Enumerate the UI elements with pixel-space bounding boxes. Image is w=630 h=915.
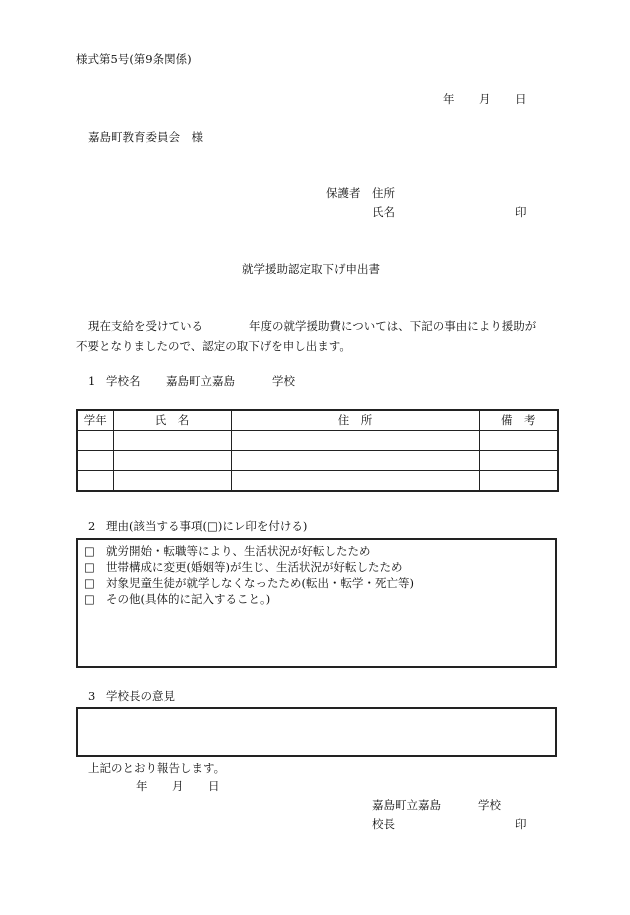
date-month: 月 <box>479 92 491 106</box>
checkbox-icon[interactable]: □ <box>84 592 95 606</box>
body-paragraph <box>76 316 562 356</box>
table-row <box>77 451 558 471</box>
cell-address[interactable] <box>231 431 479 451</box>
header-remarks: 備 考 <box>479 410 558 431</box>
section3-number: 3 <box>88 689 96 703</box>
reason-box <box>76 538 557 668</box>
reason-item[interactable] <box>84 543 549 559</box>
addressee: 嘉島町教育委員会 様 <box>88 130 203 144</box>
cell-grade[interactable] <box>77 451 113 471</box>
cell-grade[interactable] <box>77 471 113 492</box>
cell-name[interactable] <box>113 451 231 471</box>
date-day: 日 <box>515 92 527 106</box>
checkbox-icon[interactable]: □ <box>84 576 95 590</box>
cell-grade[interactable] <box>77 431 113 451</box>
table-header-row <box>77 410 558 431</box>
report-day: 日 <box>208 779 220 793</box>
applicant-seal: 印 <box>515 205 527 219</box>
cell-remarks[interactable] <box>479 451 558 471</box>
student-table <box>76 409 559 492</box>
report-month: 月 <box>172 779 184 793</box>
body-line2: 不要となりましたので、認定の取下げを申し出ます。 <box>76 339 351 353</box>
principal-opinion-box[interactable] <box>76 707 557 757</box>
reason-text: 就労開始・転職等により、生活状況が好転したため <box>106 544 371 558</box>
school-name-prefix: 嘉島町立嘉島 <box>166 374 235 388</box>
reason-item[interactable] <box>84 591 549 607</box>
reason-text: 対象児童生徒が就学しなくなったため(転出・転学・死亡等) <box>106 576 414 590</box>
cell-address[interactable] <box>231 451 479 471</box>
body-line1-a: 現在支給を受けている <box>88 319 203 333</box>
school-name-suffix: 学校 <box>272 374 295 388</box>
applicant-role: 保護者 <box>326 186 361 200</box>
cell-name[interactable] <box>113 471 231 492</box>
section3-label: 学校長の意見 <box>106 689 175 703</box>
report-year: 年 <box>136 779 148 793</box>
reason-text: 世帯構成に変更(婚姻等)が生じ、生活状況が好転したため <box>106 560 403 574</box>
section1-number: 1 <box>88 374 96 388</box>
section2-number: 2 <box>88 519 96 533</box>
section2-label: 理由(該当する事項(□)にレ印を付ける) <box>106 519 308 533</box>
report-text: 上記のとおり報告します。 <box>88 761 226 775</box>
reason-text: その他(具体的に記入すること。) <box>106 592 271 606</box>
reason-item[interactable] <box>84 559 549 575</box>
header-grade: 学年 <box>77 410 113 431</box>
form-number: 様式第5号(第9条関係) <box>76 52 192 66</box>
reason-item[interactable] <box>84 575 549 591</box>
checkbox-icon[interactable]: □ <box>84 560 95 574</box>
cell-name[interactable] <box>113 431 231 451</box>
table-row <box>77 431 558 451</box>
header-name: 氏 名 <box>113 410 231 431</box>
principal-label: 校長 <box>372 817 395 831</box>
report-school-suffix: 学校 <box>478 798 501 812</box>
principal-seal: 印 <box>515 817 527 831</box>
report-school: 嘉島町立嘉島 <box>372 798 441 812</box>
body-line1-b: 年度の就学援助費については、下記の事由により援助が <box>249 319 537 333</box>
address-label: 住所 <box>372 186 395 200</box>
date-year: 年 <box>443 92 455 106</box>
cell-remarks[interactable] <box>479 471 558 492</box>
section1-label: 学校名 <box>106 374 141 388</box>
header-address: 住 所 <box>231 410 479 431</box>
cell-remarks[interactable] <box>479 431 558 451</box>
name-label: 氏名 <box>372 205 395 219</box>
checkbox-icon[interactable]: □ <box>84 544 95 558</box>
table-row <box>77 471 558 492</box>
cell-address[interactable] <box>231 471 479 492</box>
document-title: 就学援助認定取下げ申出書 <box>242 262 380 276</box>
